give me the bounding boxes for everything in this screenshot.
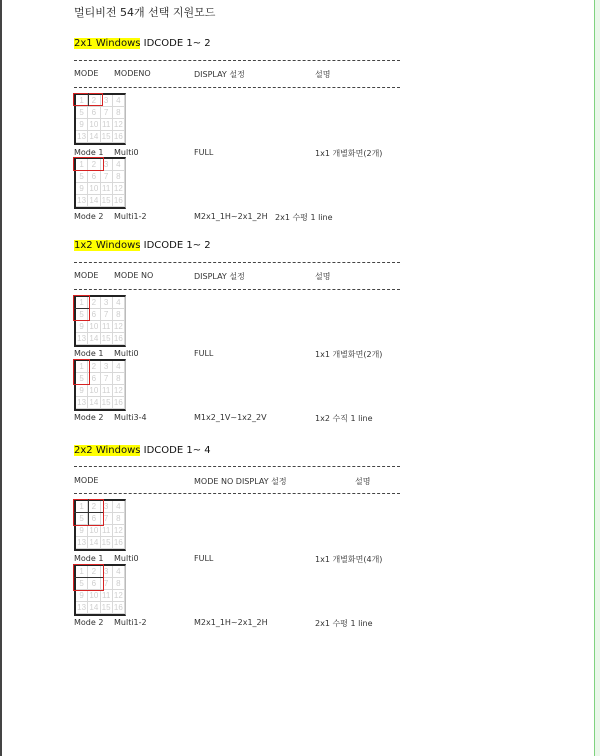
divider (74, 466, 400, 467)
grid-cell: 13 (76, 333, 88, 345)
grid-cell: 12 (113, 183, 125, 195)
grid-cell: 2 (88, 297, 100, 309)
grid-cell: 8 (113, 309, 125, 321)
row-mode: Mode 2 (74, 212, 104, 221)
grid-cell: 9 (76, 183, 88, 195)
header-mode-no: MODENO (114, 69, 151, 78)
grid-cell: 16 (113, 333, 125, 345)
grid-cell: 9 (76, 385, 88, 397)
grid-cell: 13 (76, 397, 88, 409)
section-idcode: IDCODE 1~ 4 (140, 445, 211, 456)
grid-cell: 5 (76, 171, 88, 183)
row-display: FULL (194, 148, 214, 157)
grid-cell: 15 (101, 537, 113, 549)
divider (74, 493, 400, 494)
grid-cell: 7 (101, 309, 113, 321)
grid-cell: 15 (101, 333, 113, 345)
row-desc: 2x1 수평 1 line (315, 619, 373, 628)
row-mode-no: Multi0 (114, 349, 139, 358)
grid-cell: 11 (101, 183, 113, 195)
section-title-2x2 (74, 445, 211, 456)
row-desc: 2x1 수평 1 line (275, 213, 333, 222)
grid-cell: 16 (113, 602, 125, 614)
header-mode: MODE (74, 271, 99, 280)
grid-cell: 5 (76, 513, 88, 525)
section-idcode: IDCODE 1~ 2 (140, 240, 211, 251)
divider (74, 289, 400, 290)
grid-cell: 8 (113, 107, 125, 119)
grid-cell: 7 (101, 373, 113, 385)
grid-cell: 7 (101, 171, 113, 183)
grid-cell: 14 (88, 131, 100, 143)
row-mode: Mode 2 (74, 413, 104, 422)
row-mode-no: Multi3-4 (114, 413, 147, 422)
grid-cell: 13 (76, 131, 88, 143)
grid-cell: 2 (88, 159, 100, 171)
page-border-left (0, 0, 2, 756)
header-display: DISPLAY 설정 (194, 272, 245, 281)
grid-cell: 8 (113, 578, 125, 590)
grid-cell: 12 (113, 385, 125, 397)
grid-cell: 11 (101, 385, 113, 397)
grid-cell: 8 (113, 171, 125, 183)
grid-cell: 12 (113, 590, 125, 602)
grid-cell: 9 (76, 321, 88, 333)
grid-cell: 10 (88, 385, 100, 397)
grid-cell: 9 (76, 525, 88, 537)
divider (74, 87, 400, 88)
page-title: 멀티비전 54개 선택 지원모드 (74, 6, 216, 19)
grid-cell: 10 (88, 119, 100, 131)
grid-cell: 1 (76, 361, 88, 373)
grid-cell: 3 (101, 159, 113, 171)
grid-cell: 13 (76, 195, 88, 207)
divider (74, 262, 400, 263)
grid-cell: 4 (113, 501, 125, 513)
row-display: FULL (194, 554, 214, 563)
grid-cell: 9 (76, 590, 88, 602)
grid-cell: 10 (88, 525, 100, 537)
header-mode: MODE (74, 69, 99, 78)
grid-cell: 3 (101, 95, 113, 107)
selection-outline (73, 157, 104, 171)
row-display: M1x2_1V~1x2_2V (194, 413, 267, 422)
section-highlight: 2x1 Windows (74, 38, 141, 49)
grid-cell: 4 (113, 95, 125, 107)
row-display: M2x1_1H~2x1_2H (194, 618, 268, 627)
row-mode: Mode 1 (74, 148, 104, 157)
row-desc: 1x2 수직 1 line (315, 414, 373, 423)
row-desc: 1x1 개별화면(2개) (315, 350, 383, 359)
grid-cell: 7 (101, 513, 113, 525)
header-desc: 설명 (315, 272, 331, 281)
grid-cell: 12 (113, 321, 125, 333)
grid-cell: 8 (113, 373, 125, 385)
section-title-2x1 (74, 38, 211, 49)
row-display: FULL (194, 349, 214, 358)
grid-cell: 1 (76, 297, 88, 309)
grid-cell: 11 (101, 321, 113, 333)
header-mode-no-display: MODE NO DISPLAY 설정 (194, 477, 287, 486)
grid-cell: 15 (101, 397, 113, 409)
window-scroll-edge (594, 0, 600, 756)
row-mode: Mode 1 (74, 554, 104, 563)
header-mode: MODE (74, 476, 99, 485)
grid-cell: 5 (76, 578, 88, 590)
grid-cell: 4 (113, 297, 125, 309)
grid-cell: 4 (113, 159, 125, 171)
grid-cell: 5 (76, 309, 88, 321)
grid-cell: 13 (76, 537, 88, 549)
grid-cell: 11 (101, 525, 113, 537)
header-mode-no: MODE NO (114, 271, 154, 280)
grid-cell: 16 (113, 131, 125, 143)
grid-cell: 10 (88, 183, 100, 195)
row-mode-no: Multi1-2 (114, 212, 147, 221)
grid-cell: 16 (113, 397, 125, 409)
grid-cell: 1 (76, 566, 88, 578)
grid-cell: 4 (113, 361, 125, 373)
grid-cell: 2 (88, 566, 100, 578)
grid-cell: 1 (76, 501, 88, 513)
grid-cell: 16 (113, 537, 125, 549)
grid-cell: 8 (113, 513, 125, 525)
split-line (74, 512, 103, 513)
grid-cell: 1 (76, 159, 88, 171)
grid-cell: 13 (76, 602, 88, 614)
section-idcode: IDCODE 1~ 2 (140, 38, 211, 49)
grid-cell: 5 (76, 107, 88, 119)
grid-cell: 12 (113, 525, 125, 537)
grid-cell: 12 (113, 119, 125, 131)
header-desc: 설명 (315, 70, 331, 79)
grid-cell: 15 (101, 602, 113, 614)
grid-cell: 3 (101, 297, 113, 309)
row-mode-no: Multi0 (114, 148, 139, 157)
row-mode: Mode 2 (74, 618, 104, 627)
grid-cell: 5 (76, 373, 88, 385)
row-mode: Mode 1 (74, 349, 104, 358)
grid-cell: 14 (88, 602, 100, 614)
split-line (74, 308, 89, 309)
grid-cell: 6 (88, 309, 100, 321)
split-line (88, 93, 89, 106)
grid-cell: 11 (101, 590, 113, 602)
grid-cell: 7 (101, 107, 113, 119)
row-desc: 1x1 개별화면(2개) (315, 149, 383, 158)
grid-cell: 14 (88, 537, 100, 549)
grid-cell: 14 (88, 397, 100, 409)
row-display: M2x1_1H~2x1_2H (194, 212, 268, 221)
grid-cell: 1 (76, 95, 88, 107)
selection-outline (73, 359, 90, 385)
section-highlight: 2x2 Windows (74, 445, 141, 456)
grid-cell: 2 (88, 361, 100, 373)
divider (74, 60, 400, 61)
grid-cell: 6 (88, 578, 100, 590)
grid-cell: 6 (88, 107, 100, 119)
grid-cell: 6 (88, 373, 100, 385)
grid-cell: 15 (101, 131, 113, 143)
grid-cell: 3 (101, 566, 113, 578)
row-mode-no: Multi0 (114, 554, 139, 563)
grid-cell: 7 (101, 578, 113, 590)
grid-cell: 14 (88, 333, 100, 345)
grid-cell: 3 (101, 501, 113, 513)
grid-cell: 2 (88, 501, 100, 513)
row-mode-no: Multi1-2 (114, 618, 147, 627)
grid-cell: 14 (88, 195, 100, 207)
header-desc: 설명 (355, 477, 371, 486)
section-title-1x2 (74, 240, 211, 251)
grid-cell: 6 (88, 171, 100, 183)
grid-cell: 10 (88, 321, 100, 333)
grid-cell: 6 (88, 513, 100, 525)
grid-cell: 2 (88, 95, 100, 107)
split-line (74, 577, 103, 578)
grid-cell: 9 (76, 119, 88, 131)
grid-cell: 10 (88, 590, 100, 602)
section-highlight: 1x2 Windows (74, 240, 141, 251)
grid-cell: 4 (113, 566, 125, 578)
grid-cell: 11 (101, 119, 113, 131)
header-display: DISPLAY 설정 (194, 70, 245, 79)
grid-cell: 3 (101, 361, 113, 373)
row-desc: 1x1 개별화면(4개) (315, 555, 383, 564)
grid-cell: 16 (113, 195, 125, 207)
grid-cell: 15 (101, 195, 113, 207)
